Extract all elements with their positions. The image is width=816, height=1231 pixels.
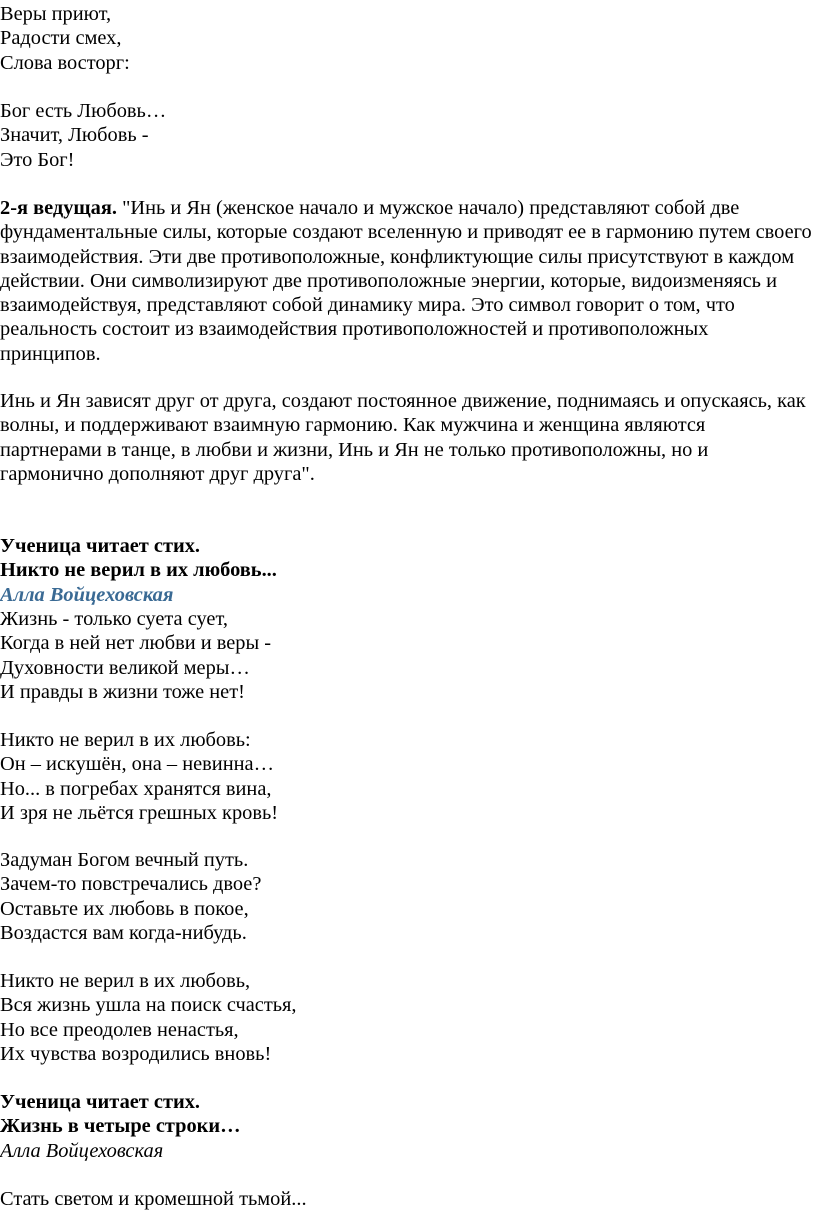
poem-line: Слова восторг: — [0, 51, 130, 74]
poem-line: Никто не верил в их любовь, — [0, 970, 251, 992]
poem-line: Воздастся вам когда-нибудь. — [0, 921, 247, 944]
poem-title: Жизнь в четыре строки… — [0, 1115, 241, 1138]
speaker-label: 2-я ведущая. — [0, 197, 117, 219]
poem-line: Значит, Любовь - — [0, 124, 149, 147]
poem-line: Вся жизнь ушла на поиск счастья, — [0, 994, 297, 1017]
poem-line: Но все преодолев ненастья, — [0, 1018, 239, 1041]
stanza-intro — [0, 2, 812, 75]
poem-author: Алла Войцеховская — [0, 583, 174, 606]
paragraph-text: Инь и Ян зависят друг от друга, создают постоянное движение, поднимаясь и опускаясь, как волны, и поддерживают взаимную гармонию. Как мужчина и женщина являются партнерами в танце, в любви и жизни, Инь и Ян не только противоположны, но и гармонично дополняют друг друга". — [0, 390, 806, 485]
poem-line: Жизнь - только суета сует, — [0, 608, 228, 630]
stanza-god — [0, 99, 812, 172]
poem-line: И правды в жизни тоже нет! — [0, 680, 245, 703]
poem-line: Задуман Богом вечный путь. — [0, 849, 249, 871]
poem-line: Он – искушён, она – невинна… — [0, 753, 274, 776]
reading-intro: Ученица читает стих. — [0, 1091, 201, 1113]
poem-line: Духовности великой меры… — [0, 656, 250, 679]
poem-line: Это Бог! — [0, 148, 75, 171]
poem-author: Алла Войцеховская — [0, 1139, 164, 1162]
poem-line: Никто не верил в их любовь: — [0, 729, 251, 751]
poem1-stanza-1 — [0, 607, 812, 704]
poem-line: Радости смех, — [0, 27, 122, 50]
poem-line: Стать светом и кромешной тьмой... — [0, 1188, 307, 1210]
poem1-stanza-2 — [0, 728, 812, 825]
poem1-stanza-4 — [0, 969, 812, 1066]
poem-title: Никто не верил в их любовь... — [0, 559, 277, 582]
poem-line: Бог есть Любовь… — [0, 100, 167, 122]
poem-line: Когда в ней нет любви и веры - — [0, 632, 272, 655]
poem1-heading — [0, 534, 812, 607]
poem2-stanza-1 — [0, 1187, 812, 1211]
host2-paragraph-2 — [0, 389, 812, 486]
poem-line: Оставьте их любовь в покое, — [0, 897, 249, 920]
poem-line: Веры приют, — [0, 3, 112, 25]
reading-intro: Ученица читает стих. — [0, 535, 201, 557]
poem1-stanza-3 — [0, 848, 812, 945]
poem-line: Но... в погребах хранятся вина, — [0, 777, 272, 800]
poem-line: Их чувства возродились вновь! — [0, 1042, 272, 1065]
poem2-heading — [0, 1090, 812, 1163]
host2-paragraph-1 — [0, 196, 812, 366]
poem-line: Зачем-то повстречались двое? — [0, 873, 262, 896]
paragraph-text: "Инь и Ян (женское начало и мужское начало) представляют собой две фундаментальные силы, которые создают вселенную и приводят ее в гармонию путем своего взаимодействия. Эти две противоположные, конфликтующие силы присутствуют в каждом действии. Они символизируют две противоположные энергии, которые, видоизменяясь и взаимодействуя, представляют собой динамику мира. Это символ говорит о том, что реальность состоит из взаимодействия противоположностей и противоположных принципов. — [0, 197, 812, 365]
poem-line: И зря не льётся грешных кровь! — [0, 801, 279, 824]
